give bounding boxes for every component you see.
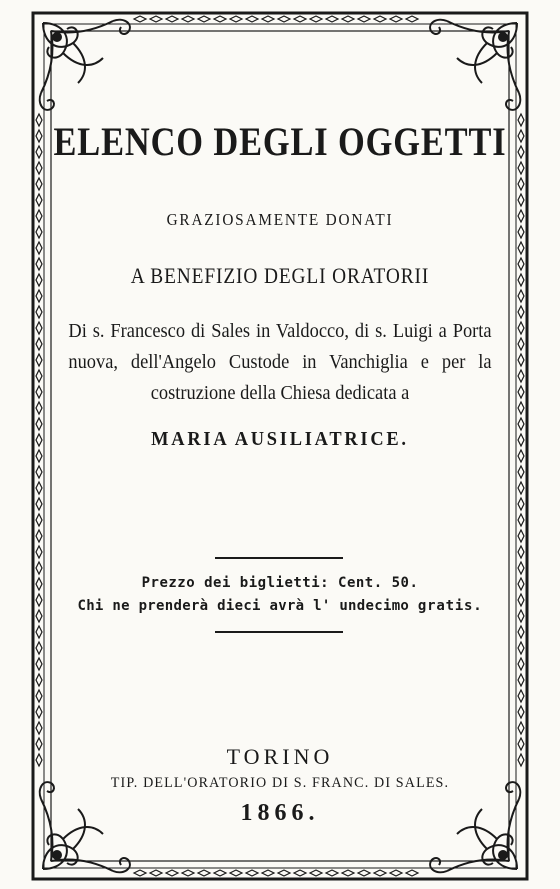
border-chain-link	[518, 722, 524, 734]
border-chain-link	[150, 870, 162, 876]
border-chain-link	[36, 402, 42, 414]
border-chain-link	[246, 16, 258, 22]
publication-city: TORINO	[226, 744, 334, 769]
border-chain-link	[326, 870, 338, 876]
border-chain-link	[518, 546, 524, 558]
border-chain-link	[230, 870, 242, 876]
border-chain-link	[278, 870, 290, 876]
border-chain-link	[518, 450, 524, 462]
border-chain-link	[390, 16, 402, 22]
printer-imprint: TIP. DELL'ORATORIO DI S. FRANC. DI SALES.	[110, 775, 450, 791]
border-chain-link	[518, 178, 524, 190]
border-chain-link	[214, 16, 226, 22]
divider-rule	[215, 557, 343, 559]
border-chain-link	[518, 338, 524, 350]
border-chain-link	[36, 546, 42, 558]
corner-flourish-icon	[40, 20, 130, 110]
border-chain-link	[36, 306, 42, 318]
border-chain-link	[518, 706, 524, 718]
border-chain-link	[262, 870, 274, 876]
ticket-price: Prezzo dei biglietti: Cent. 50.	[141, 575, 419, 591]
border-chain-link	[326, 16, 338, 22]
border-chain-link	[36, 354, 42, 366]
border-chain-link	[518, 290, 524, 302]
border-chain-link	[182, 870, 194, 876]
border-chain-link	[294, 16, 306, 22]
border-chain-link	[246, 870, 258, 876]
border-chain-link	[518, 514, 524, 526]
border-chain-link	[518, 386, 524, 398]
border-chain-link	[36, 674, 42, 686]
border-chain-link	[36, 322, 42, 334]
border-chain-link	[518, 322, 524, 334]
border-chain-link	[36, 626, 42, 638]
border-chain-link	[518, 194, 524, 206]
border-chain-link	[36, 466, 42, 478]
document-subtitle: GRAZIOSAMENTE DONATI	[166, 210, 394, 229]
border-chain-link	[518, 242, 524, 254]
border-chain-link	[374, 870, 386, 876]
border-chain-link	[36, 722, 42, 734]
border-chain-link	[374, 16, 386, 22]
document-title: ELENCO DEGLI OGGETTI	[53, 119, 507, 164]
border-chain-link	[36, 530, 42, 542]
border-chain-link	[518, 354, 524, 366]
border-chain-link	[310, 16, 322, 22]
border-chain-link	[390, 870, 402, 876]
border-chain-link	[36, 338, 42, 350]
border-chain-link	[36, 450, 42, 462]
border-chain-link	[518, 498, 524, 510]
border-chain-link	[518, 402, 524, 414]
border-chain-link	[518, 642, 524, 654]
border-chain-link	[36, 642, 42, 654]
publication-year: 1866.	[240, 800, 320, 826]
border-chain-link	[518, 658, 524, 670]
corner-flourish-icon	[430, 782, 520, 872]
border-chain-link	[36, 498, 42, 510]
border-chain-link	[198, 16, 210, 22]
border-chain-link	[358, 870, 370, 876]
offer-gratis: gratis.	[417, 598, 483, 614]
border-chain-link	[518, 626, 524, 638]
border-chain-link	[262, 16, 274, 22]
border-chain-link	[134, 870, 146, 876]
border-chain-link	[518, 690, 524, 702]
border-chain-link	[36, 514, 42, 526]
corner-flourish-icon	[430, 20, 520, 110]
border-chain-link	[36, 290, 42, 302]
border-chain-link	[36, 706, 42, 718]
border-chain-link	[518, 674, 524, 686]
border-chain-link	[36, 370, 42, 382]
border-chain-link	[342, 16, 354, 22]
border-chain-link	[406, 870, 418, 876]
border-chain-link	[518, 370, 524, 382]
border-chain-link	[518, 306, 524, 318]
border-chain-link	[358, 16, 370, 22]
corner-flourish-icon	[40, 782, 130, 872]
border-chain-link	[406, 16, 418, 22]
border-chain-link	[36, 386, 42, 398]
border-chain-link	[342, 870, 354, 876]
ticket-offer	[0, 598, 560, 614]
border-chain-link	[36, 562, 42, 574]
border-chain-link	[294, 870, 306, 876]
border-chain-link	[278, 16, 290, 22]
border-chain-link	[36, 242, 42, 254]
border-chain-link	[214, 870, 226, 876]
border-chain-link	[198, 870, 210, 876]
border-chain-link	[518, 466, 524, 478]
border-chain-link	[310, 870, 322, 876]
border-chain-link	[36, 690, 42, 702]
benefit-heading: A BENEFIZIO DEGLI ORATORII	[130, 263, 430, 288]
border-chain-link	[182, 16, 194, 22]
offer-text: Chi ne prenderà dieci avrà l' undecimo	[77, 598, 410, 614]
border-chain-link	[134, 16, 146, 22]
border-chain-link	[36, 178, 42, 190]
church-dedication: MARIA AUSILIATRICE.	[151, 428, 409, 450]
divider-rule	[215, 631, 343, 633]
border-chain-link	[518, 482, 524, 494]
border-chain-link	[166, 870, 178, 876]
border-chain-link	[36, 482, 42, 494]
border-chain-link	[518, 562, 524, 574]
border-chain-link	[36, 194, 42, 206]
border-chain-link	[150, 16, 162, 22]
border-chain-link	[166, 16, 178, 22]
border-chain-link	[518, 530, 524, 542]
border-chain-link	[230, 16, 242, 22]
oratories-description: Di s. Francesco di Sales in Valdocco, di s. Luigi a Porta nuova, dell'Angelo Custode in Vanchiglia e per la costruzione della Chiesa dedicata a	[68, 320, 492, 404]
border-chain-link	[36, 658, 42, 670]
